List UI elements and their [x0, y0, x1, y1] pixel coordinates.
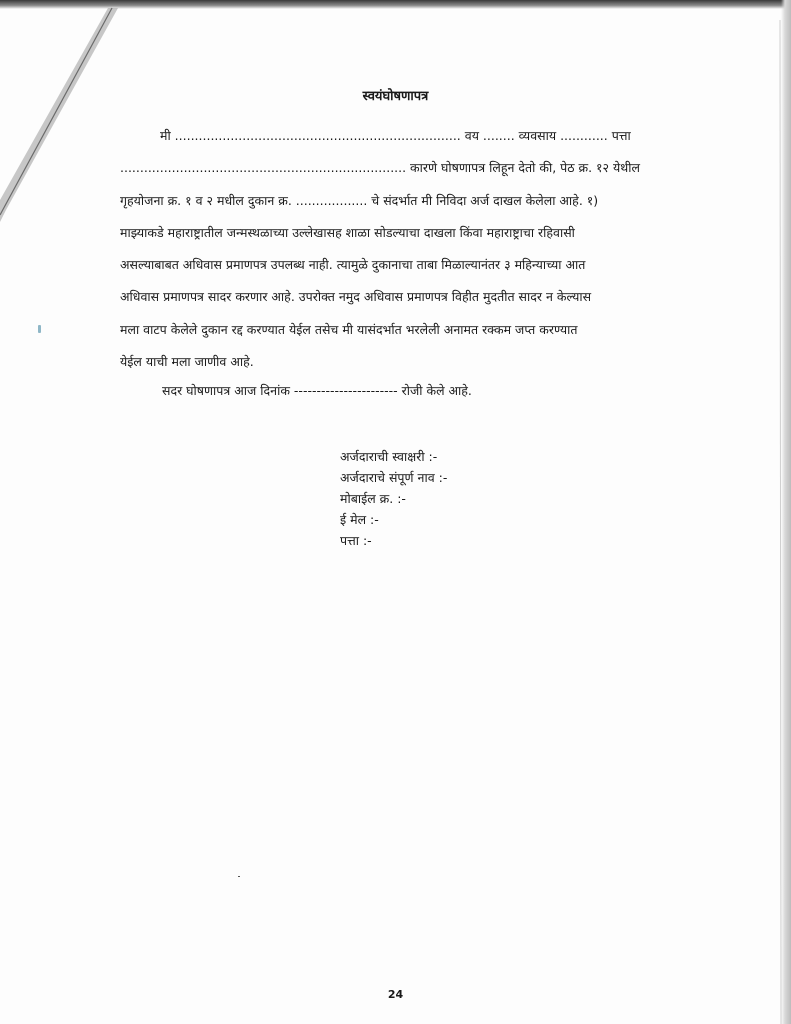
paragraph-line-1: मी ........................................................................ वय ........ व्यवसाय ............ पत्ता [160, 128, 631, 143]
scan-speck [238, 876, 240, 877]
paragraph-line-6: अधिवास प्रमाणपत्र सादर करणार आहे. उपरोक्त नमुद अधिवास प्रमाणपत्र विहीत मुदतीत सादर न केल्यास [120, 289, 592, 305]
mobile-label: मोबाईल क्र. :- [340, 491, 406, 506]
scan-edge-right [781, 0, 791, 1024]
email-label: ई मेल :- [340, 512, 379, 527]
declaration-paragraph [120, 120, 685, 378]
signature-label: अर्जदाराची स्वाक्षरी :- [340, 449, 438, 464]
paragraph-line-7: मला वाटप केलेले दुकान रद्द करण्यात येईल तसेच मी यासंदर्भात भरलेली अनामत रक्कम जप्त करण्यात [120, 321, 578, 337]
declaration-date-line: सदर घोषणापत्र आज दिनांक ----------------------- रोजी केले आहे. [162, 383, 472, 398]
paragraph-line-8: येईल याची मला जाणीव आहे. [120, 354, 254, 370]
address-label: पत्ता :- [340, 533, 372, 548]
full-name-label: अर्जदाराचे संपूर्ण नाव :- [340, 470, 448, 485]
paragraph-line-4: माझ्याकडे महाराष्ट्रातील जन्मस्थळाच्या उल्लेखासह शाळा सोडल्याचा दाखला किंवा महाराष्ट्राचा रहिवासी [120, 224, 575, 240]
paragraph-line-5: असल्याबाबत अधिवास प्रमाणपत्र उपलब्ध नाही. त्यामुळे दुकानाचा ताबा मिळाल्यानंतर ३ महिन्याच्या आत [120, 257, 586, 273]
document-title: स्वयंघोषणापत्र [362, 89, 429, 104]
paragraph-line-2: ........................................................................ कारणे घोषणापत्र लिहून देतो की, पेठ क्र. १२ येथील [120, 160, 640, 176]
applicant-signature-block [340, 446, 447, 551]
paragraph-line-3: गृहयोजना क्र. १ व २ मधील दुकान क्र. .................. चे संदर्भात मी निविदा अर्ज दाखल केलेला आहे. १) [120, 192, 599, 208]
scan-speck [38, 325, 41, 333]
page-number: 24 [387, 988, 404, 1001]
